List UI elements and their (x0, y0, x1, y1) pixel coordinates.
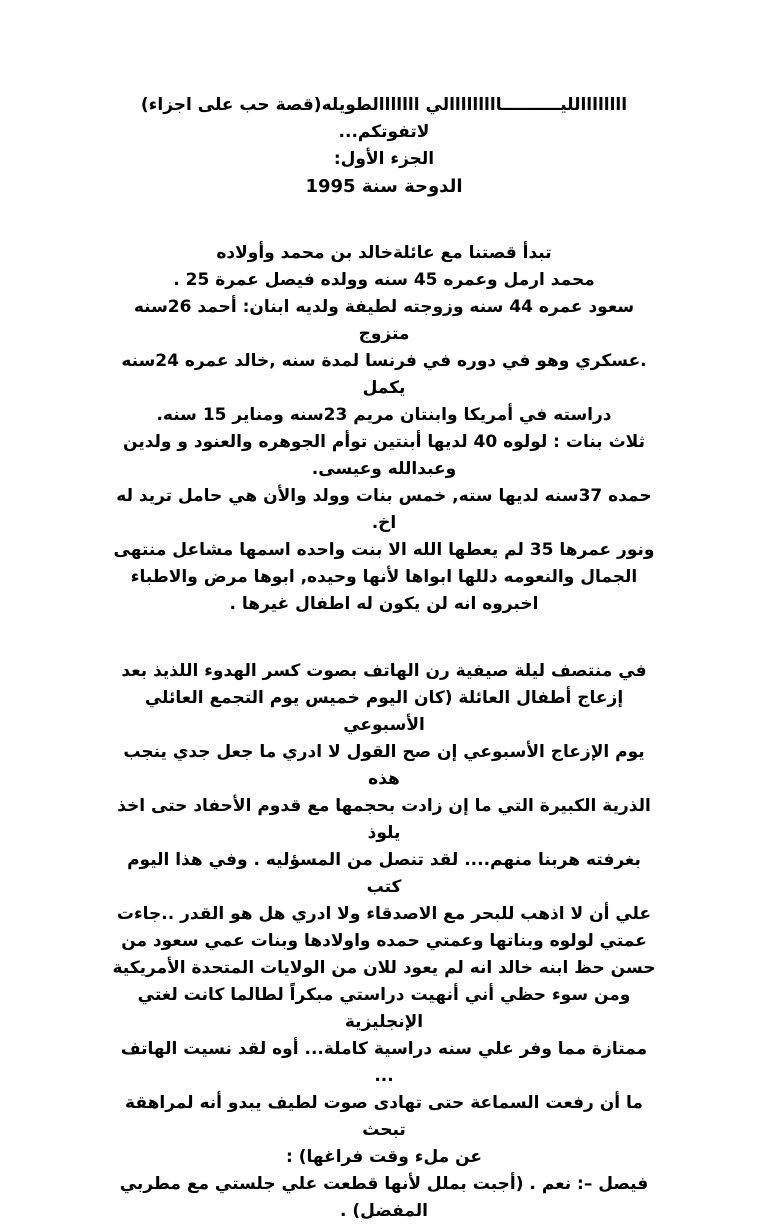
place-date-line: الدوحة سنة 1995 (305, 176, 463, 197)
text-line: حسن حظ ابنه خالد انه لم يعود للان من الولايات المتحدة الأمريكية (112, 958, 656, 978)
text-line: في منتصف ليلة صيفية رن الهاتف بصوت كسر الهدوء اللذيذ بعد (121, 661, 647, 681)
text-line: دراسته في أمريكا وابنتان مريم 23سنه ومناير 15 سنه. (156, 405, 612, 425)
text-line: تبدأ قصتنا مع عائلةخالد بن محمد وأولاده (216, 243, 552, 263)
text-line: علي أن لا اذهب للبحر مع الاصدقاء ولا ادري هل هو القدر ..جاءت (116, 904, 652, 924)
text-line: ممتازة مما وفر علي سنه دراسية كاملة... أوه لقد نسيت الهاتف ... (120, 1039, 648, 1086)
story-title: اااااااالليــــــــــااااااااالي ااااااالطويله(قصة حب على اجزاء) (140, 95, 628, 115)
text-line: وعبدالله وعيسى. (311, 459, 457, 479)
text-line: سعود عمره 44 سنه وزوجته لطيفة ولديه ابنان: أحمد 26سنه متزوج (133, 297, 635, 344)
text-line: ومن سوء حظي أني أنهيت دراستي مبكراً لطالما كانت لغتي الإنجليزية (137, 985, 631, 1032)
text-line: ثلاث بنات : لولوه 40 لديها أبنتين توأم الجوهره والعنود و ولدين (123, 432, 645, 452)
text-line: اخبروه انه لن يكون له اطفال غيرها . (229, 594, 539, 614)
text-line: .عسكري وهو في دوره في فرنسا لمدة سنه ,خالد عمره 24سنه يكمل (121, 351, 647, 398)
text-line: عمتي لولوه وبناتها وعمتي حمده واولادها وبنات عمي سعود من (121, 931, 647, 951)
document-header (112, 92, 656, 200)
text-line: الذرية الكبيرة التي ما إن زادت بحجمها مع قدوم الأحفاد حتى اخذ يلوذ (117, 796, 651, 843)
story-opening-paragraph (112, 658, 656, 1225)
text-line: اخ. (371, 513, 397, 533)
text-line: بغرفته هربنا منهم.... لقد تنصل من المسؤليه . وفي هذا اليوم كتب (127, 850, 641, 897)
text-line: إزعاج أطفال العائلة (كان اليوم خميس يوم التجمع العائلي الأسبوعي (144, 688, 624, 735)
text-line: ما أن رفعت السماعة حتى تهادى صوت لطيف يبدو أنه لمراهقة تبحث (125, 1093, 643, 1140)
text-line: الجمال والنعومه دللها ابواها لأنها وحيده, ابوها مرض والاطباء (130, 567, 638, 587)
text-line: عن ملء وقت فراغها) : (286, 1147, 482, 1167)
text-line: ونور عمرها 35 لم يعطها الله الا بنت واحده اسمها مشاعل منتهى (113, 540, 655, 560)
text-line: يوم الإزعاج الأسبوعي إن صح القول لا ادري ما جعل جدي ينجب هذه (123, 742, 645, 789)
text-line: المفضل) . (340, 1201, 428, 1221)
text-line: حمده 37سنه لديها سته, خمس بنات وولد والأن هي حامل تريد له (116, 486, 652, 506)
spacer (112, 200, 656, 240)
part-label: الجزء الأول: (333, 149, 435, 169)
family-introduction-paragraph (112, 240, 656, 618)
document-page (112, 92, 656, 1225)
story-subtitle: لاتفوتكم... (338, 122, 430, 142)
text-line: محمد ارمل وعمره 45 سنه وولده فيصل عمرة 25 . (173, 270, 595, 290)
text-line: فيصل –: نعم . (أجبت بملل لأنها قطعت علي جلستي مع مطربي (119, 1174, 649, 1194)
spacer (112, 618, 656, 658)
